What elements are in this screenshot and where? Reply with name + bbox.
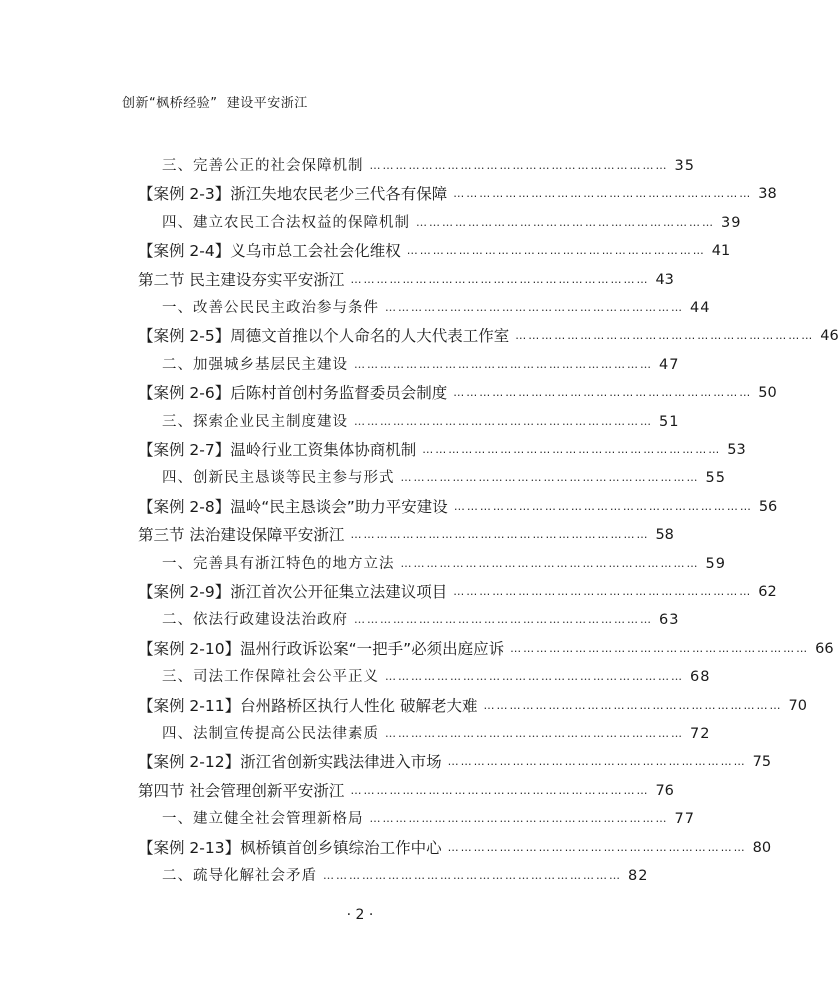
toc-entry-label: 二、依法行政建设法治政府 xyxy=(162,612,348,629)
toc-leader-dots: …………………………………………………………… xyxy=(385,727,684,740)
toc-leader-dots: …………………………………………………………… xyxy=(369,812,669,826)
toc-leader-dots: …………………………………………………………… xyxy=(354,414,653,428)
toc-entry-label: 四、创新民主恳谈等民主参与形式 xyxy=(162,470,395,487)
toc-entry-sub xyxy=(162,552,726,576)
toc-entry-label: 三、探索企业民主制度建设 xyxy=(162,413,348,430)
toc-entry-case xyxy=(138,637,834,661)
toc-entry-label: 四、建立农民工合法权益的保障机制 xyxy=(162,214,410,231)
toc-entry-case xyxy=(138,239,731,263)
toc-entry-page: 77 xyxy=(674,811,695,828)
toc-leader-dots: …………………………………………………………… xyxy=(422,443,722,456)
toc-entry-page: 38 xyxy=(758,186,777,203)
toc-entry-label: 【案例 2-7】温岭行业工资集体协商机制 xyxy=(138,441,417,459)
toc-leader-dots: …………………………………………………………… xyxy=(483,698,783,712)
toc-entry-section xyxy=(138,523,674,547)
toc-entry-label: 一、改善公民民主政治参与条件 xyxy=(162,300,379,316)
toc-leader-dots: …………………………………………………………… xyxy=(350,528,650,542)
toc-entry-label: 【案例 2-3】浙江失地农民老少三代各有保障 xyxy=(138,185,448,204)
toc-entry-case xyxy=(138,694,807,718)
toc-entry-label: 四、法制宣传提高公民法律素质 xyxy=(162,726,379,742)
toc-entry-label: 【案例 2-4】义乌市总工会社会化维权 xyxy=(138,242,401,261)
toc-leader-dots: …………………………………………………………… xyxy=(369,159,669,172)
toc-entry-page: 70 xyxy=(788,697,807,714)
toc-leader-dots: …………………………………………………………… xyxy=(453,386,753,400)
toc-entry-sub xyxy=(162,353,680,377)
toc-entry-label: 【案例 2-10】温州行政诉讼案“一把手”必须出庭应诉 xyxy=(138,639,505,658)
toc-entry-page: 58 xyxy=(655,527,674,544)
toc-entry-page: 76 xyxy=(655,782,674,799)
toc-entry-case xyxy=(138,580,777,604)
toc-leader-dots: …………………………………………………………… xyxy=(323,869,622,882)
toc-entry-page: 66 xyxy=(815,640,834,657)
toc-entry-case xyxy=(138,381,777,405)
toc-entry-page: 51 xyxy=(659,413,680,430)
toc-leader-dots: …………………………………………………………… xyxy=(400,556,700,570)
toc-entry-label: 【案例 2-8】温岭“民主恳谈会”助力平安建设 xyxy=(138,497,448,516)
toc-entry-label: 【案例 2-5】周德文首推以个人命名的人大代表工作室 xyxy=(138,327,510,346)
toc-entry-sub xyxy=(162,665,711,689)
toc-entry-page: 62 xyxy=(758,584,777,600)
toc-entry-sub xyxy=(162,807,695,831)
toc-leader-dots: …………………………………………………………… xyxy=(350,783,650,797)
toc-leader-dots: …………………………………………………………… xyxy=(350,272,650,286)
toc-entry-sub xyxy=(162,296,711,320)
toc-leader-dots: …………………………………………………………… xyxy=(400,471,700,485)
toc-entry-page: 68 xyxy=(690,669,711,686)
toc-entry-case xyxy=(138,324,839,348)
toc-entry-label: 第二节 民主建设夯实平安浙江 xyxy=(138,270,345,289)
toc-entry-sub xyxy=(162,211,742,235)
toc-entry-label: 【案例 2-11】台州路桥区执行人性化 破解老大难 xyxy=(138,696,478,715)
toc-leader-dots: …………………………………………………………… xyxy=(453,187,753,201)
toc-leader-dots: …………………………………………………………… xyxy=(385,670,684,684)
toc-leader-dots: …………………………………………………………… xyxy=(453,499,753,513)
toc-leader-dots: …………………………………………………………… xyxy=(447,755,747,769)
toc-entry-label: 一、建立健全社会管理新格局 xyxy=(162,811,364,828)
toc-entry-sub xyxy=(162,410,680,434)
toc-entry-case xyxy=(138,182,777,206)
toc-leader-dots: …………………………………………………………… xyxy=(354,613,653,627)
toc-entry-label: 【案例 2-9】浙江首次公开征集立法建议项目 xyxy=(138,583,448,601)
toc-entry-page: 43 xyxy=(655,271,674,288)
toc-entry-page: 56 xyxy=(758,498,778,515)
toc-entry-case xyxy=(138,836,772,860)
toc-entry-page: 35 xyxy=(674,158,695,174)
toc-entry-page: 80 xyxy=(752,839,772,856)
toc-entry-label: 二、疏导化解社会矛盾 xyxy=(162,868,317,884)
toc-entry-label: 一、完善具有浙江特色的地方立法 xyxy=(162,555,395,572)
page-number: · 2 · xyxy=(346,907,374,923)
toc-entry-page: 50 xyxy=(758,385,777,402)
toc-entry-page: 44 xyxy=(690,300,711,316)
toc-leader-dots: …………………………………………………………… xyxy=(406,244,706,258)
toc-entry-section xyxy=(138,779,674,803)
toc-entry-case xyxy=(138,495,778,519)
toc-leader-dots: …………………………………………………………… xyxy=(453,585,753,598)
toc-entry-sub xyxy=(162,608,680,632)
toc-entry-sub xyxy=(162,466,726,490)
toc-entry-page: 82 xyxy=(628,868,649,884)
toc-entry-label: 二、加强城乡基层民主建设 xyxy=(162,356,348,373)
toc-leader-dots: …………………………………………………………… xyxy=(416,215,715,229)
toc-entry-page: 72 xyxy=(690,726,711,742)
toc-entry-label: 【案例 2-6】后陈村首创村务监督委员会制度 xyxy=(138,384,448,403)
toc-entry-page: 39 xyxy=(721,214,742,231)
toc-entry-label: 【案例 2-12】浙江省创新实践法律进入市场 xyxy=(138,753,442,772)
toc-entry-page: 47 xyxy=(659,356,680,373)
toc-leader-dots: …………………………………………………………… xyxy=(447,840,747,854)
toc-entry-label: 【案例 2-13】枫桥镇首创乡镇综治工作中心 xyxy=(138,838,442,857)
toc-entry-page: 41 xyxy=(711,243,731,260)
toc-entry-sub xyxy=(162,154,695,178)
toc-entry-label: 第三节 法治建设保障平安浙江 xyxy=(138,526,345,545)
toc-leader-dots: …………………………………………………………… xyxy=(515,329,815,343)
toc-entry-label: 三、完善公正的社会保障机制 xyxy=(162,158,364,174)
toc-entry-page: 63 xyxy=(659,612,680,629)
toc-entry-page: 53 xyxy=(727,442,746,458)
toc-entry-label: 第四节 社会管理创新平安浙江 xyxy=(138,781,345,800)
toc-entry-sub xyxy=(162,864,649,888)
toc-entry-page: 59 xyxy=(705,555,726,572)
toc-entry-sub xyxy=(162,722,711,746)
toc-entry-section xyxy=(138,268,674,292)
toc-entry-page: 75 xyxy=(752,754,772,771)
toc-entry-page: 55 xyxy=(705,470,726,487)
toc-leader-dots: …………………………………………………………… xyxy=(354,357,653,371)
toc-entry-page: 46 xyxy=(820,328,839,345)
toc-leader-dots: …………………………………………………………… xyxy=(385,301,684,314)
running-header: 创新“枫桥经验” 建设平安浙江 xyxy=(122,96,308,111)
toc-leader-dots: …………………………………………………………… xyxy=(510,641,810,655)
toc-entry-label: 三、司法工作保障社会公平正义 xyxy=(162,669,379,686)
toc-entry-case xyxy=(138,438,746,462)
toc-entry-case xyxy=(138,750,772,774)
